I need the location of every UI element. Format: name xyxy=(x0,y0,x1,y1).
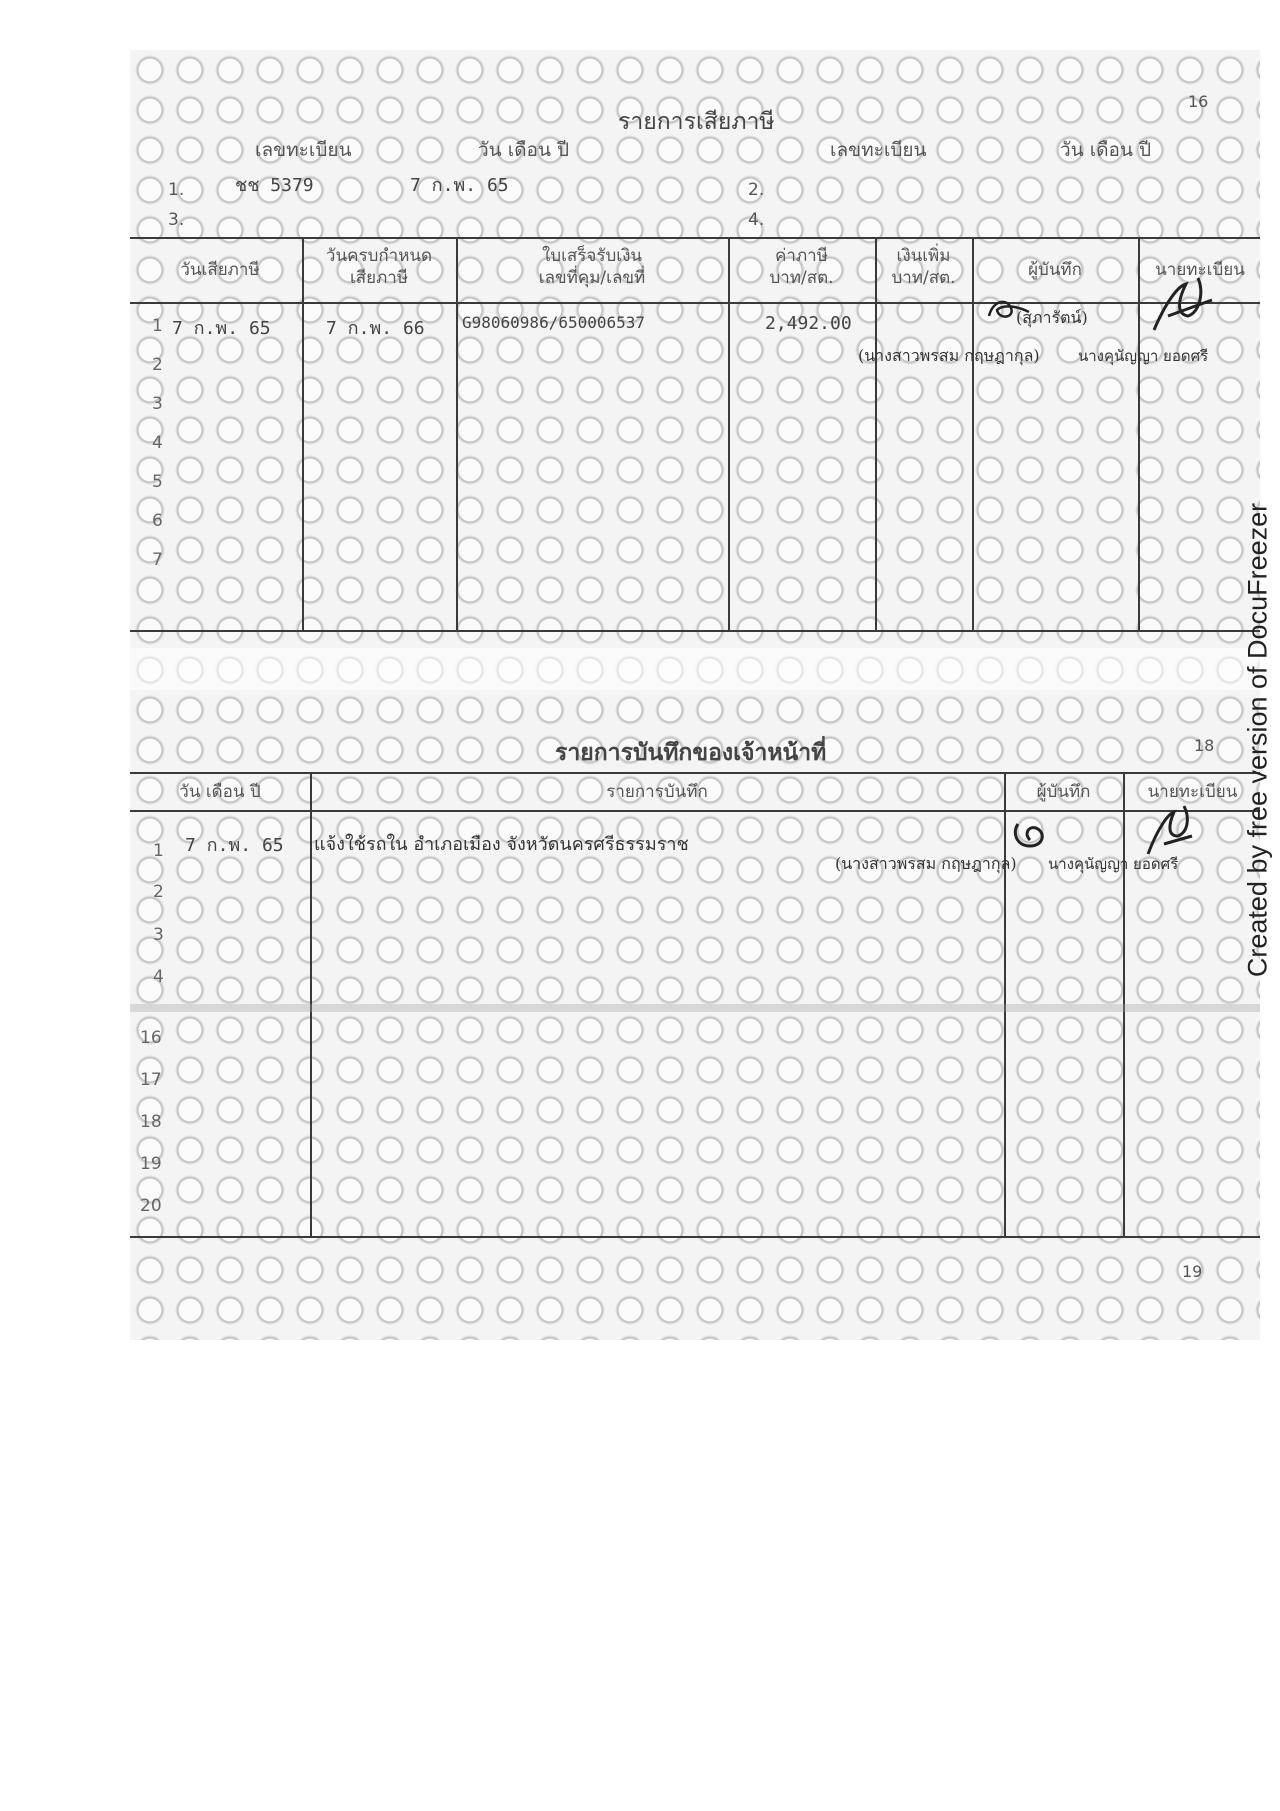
row-number: 19 xyxy=(140,1154,162,1174)
tax-amount-value: 2,492.00 xyxy=(765,313,852,334)
pay-date-value: 7 ก.พ. 65 xyxy=(172,318,271,339)
column-header-receipt: ใบเสร็จรับเงิน เลขที่คุม/เลขที่ xyxy=(538,246,646,288)
table-line xyxy=(130,1236,1260,1238)
table-line xyxy=(130,302,1260,304)
row-number: 4 xyxy=(152,433,163,453)
fold-stripe xyxy=(130,648,1260,690)
row-number: 2 xyxy=(152,355,163,375)
row-number: 2 xyxy=(153,882,164,902)
table-line xyxy=(130,237,1260,239)
recorder-print-name: (นางสาวพรสม กฤษฎากุล) xyxy=(858,346,1040,365)
column-header-recorder: ผู้บันทึก xyxy=(1028,260,1082,280)
table-line xyxy=(972,237,974,630)
reg-row-number: 2. xyxy=(748,180,765,200)
officer-note-value: แจ้งใช้รถใน อำเภอเมือง จังหวัดนครศรีธรรมราช xyxy=(314,834,689,855)
table-line xyxy=(130,630,1260,632)
column-header-pay-date: วันเสียภาษี xyxy=(180,260,260,280)
registrar-name: นางคุนัญญา ยอดศรี xyxy=(1078,347,1209,365)
table-line xyxy=(1138,237,1140,630)
docufreezer-watermark: Created by free version of DocuFreezer xyxy=(1242,502,1273,978)
row-number: 17 xyxy=(140,1070,162,1090)
registration-date: 7 ก.พ. 65 xyxy=(410,175,509,196)
table-line xyxy=(130,810,1260,812)
tax-section-title: รายการเสียภาษี xyxy=(618,109,775,135)
due-date-value: 7 ก.พ. 66 xyxy=(326,318,425,339)
date-header-left: วัน เดือน ปี xyxy=(478,139,570,161)
reg-header-left: เลขทะเบียน xyxy=(255,139,352,161)
row-number: 1 xyxy=(153,841,164,861)
column-header-note: รายการบันทึก xyxy=(606,782,708,802)
officer-date-value: 7 ก.พ. 65 xyxy=(185,835,284,856)
table-line xyxy=(728,237,730,630)
reg-header-right: เลขทะเบียน xyxy=(830,139,927,161)
date-header-right: วัน เดือน ปี xyxy=(1060,139,1152,161)
row-number: 6 xyxy=(152,511,163,531)
column-header-date: วัน เดือน ปี xyxy=(179,782,261,802)
reg-row-number: 4. xyxy=(748,210,765,230)
table-line xyxy=(875,237,877,630)
plate-number: ชช 5379 xyxy=(235,175,314,196)
column-header-tax: ค่าภาษี บาท/สต. xyxy=(769,246,834,288)
reg-row-number: 3. xyxy=(168,210,185,230)
row-number: 18 xyxy=(140,1112,162,1132)
fold-stripe xyxy=(130,1004,1260,1012)
column-header-surcharge: เงินเพิ่ม บาท/สต. xyxy=(891,246,956,288)
row-number: 16 xyxy=(140,1028,162,1048)
row-number: 4 xyxy=(153,967,164,987)
page-number-18: 18 xyxy=(1194,736,1215,755)
row-number: 3 xyxy=(153,925,164,945)
page-number-19: 19 xyxy=(1182,1262,1203,1281)
row-number: 1 xyxy=(152,316,163,336)
reg-row-number: 1. xyxy=(168,180,185,200)
officer-recorder-print-name: (นางสาวพรสม กฤษฎากุล) xyxy=(835,854,1017,873)
table-line xyxy=(302,237,304,630)
column-header-due-date: วันครบกำหนด เสียภาษี xyxy=(325,246,433,288)
officer-registrar-name: นางคุนัญญา ยอดศรี xyxy=(1048,855,1179,873)
document-sheet xyxy=(130,50,1260,1340)
table-line xyxy=(456,237,458,630)
column-header-registrar: นายทะเบียน xyxy=(1155,260,1245,280)
receipt-value: G98060986/650006537 xyxy=(462,313,646,332)
column-header-registrar: นายทะเบียน xyxy=(1147,782,1238,802)
row-number: 7 xyxy=(152,550,163,570)
row-number: 3 xyxy=(152,394,163,414)
officer-recorder-signature xyxy=(1010,818,1050,852)
page-number-16: 16 xyxy=(1188,92,1209,111)
registrar-signature xyxy=(1148,272,1218,338)
column-header-recorder: ผู้บันทึก xyxy=(1036,782,1091,802)
recorder-signature-name: (สุภารัตน์) xyxy=(1016,308,1088,327)
officer-section-title: รายการบันทึกของเจ้าหน้าที่ xyxy=(555,740,827,766)
officer-registrar-signature xyxy=(1140,800,1200,860)
row-number: 20 xyxy=(140,1196,162,1216)
row-number: 5 xyxy=(152,472,163,492)
table-line xyxy=(130,772,1260,774)
